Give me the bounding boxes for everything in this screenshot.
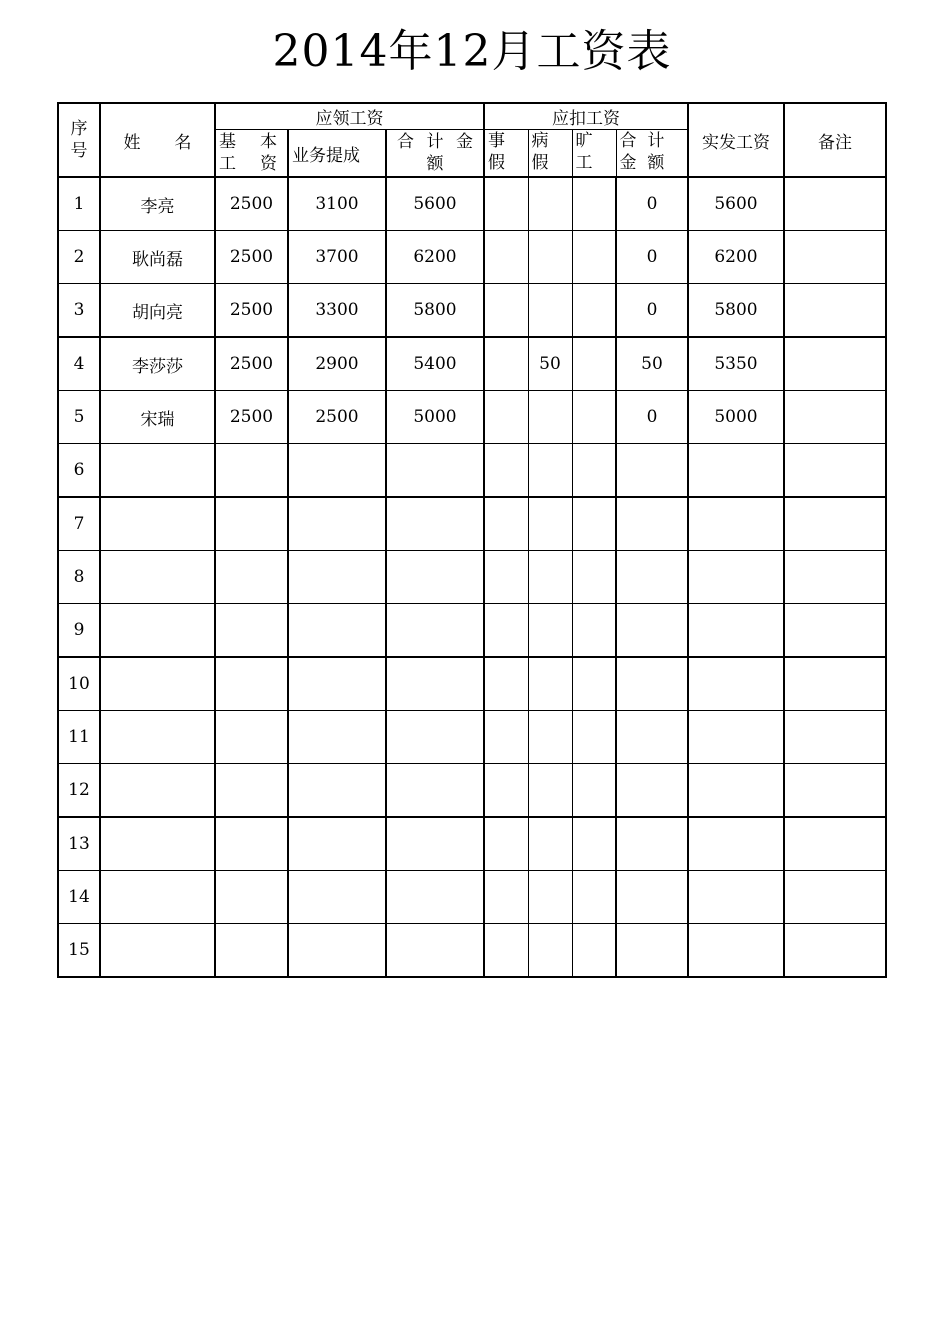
sick-leave-cell <box>528 817 572 871</box>
remark-cell <box>784 444 886 498</box>
header-sick-l1: 病 <box>531 131 549 151</box>
net-pay-cell: 5350 <box>688 337 784 391</box>
table-row <box>58 657 886 711</box>
personal-leave-cell <box>484 657 528 711</box>
name-cell: 胡向亮 <box>100 284 215 338</box>
seq-cell: 3 <box>58 284 100 338</box>
net-pay-cell <box>688 497 784 551</box>
base-salary-cell: 2500 <box>215 391 288 444</box>
base-salary-cell <box>215 817 288 871</box>
name-cell <box>100 497 215 551</box>
personal-leave-cell <box>484 391 528 444</box>
page-title: 2014年12月工资表 <box>272 26 672 77</box>
header-row-1 <box>58 103 886 130</box>
header-base-c4: 资 <box>260 154 277 174</box>
base-salary-cell: 2500 <box>215 177 288 231</box>
header-total-c2: 计 <box>426 132 444 152</box>
deduct-total-cell <box>616 817 688 871</box>
seq-cell: 11 <box>58 711 100 764</box>
header-base-c1: 基 <box>219 132 236 152</box>
net-pay-cell: 5600 <box>688 177 784 231</box>
remark-cell <box>784 391 886 444</box>
seq-cell: 2 <box>58 231 100 284</box>
sick-leave-cell <box>528 231 572 284</box>
personal-leave-cell <box>484 337 528 391</box>
income-total-cell <box>386 764 484 818</box>
absent-cell <box>572 924 616 978</box>
net-pay-cell: 5800 <box>688 284 784 338</box>
absent-cell <box>572 497 616 551</box>
header-commission: 业务提成 <box>288 130 386 178</box>
deduct-total-cell <box>616 871 688 924</box>
absent-cell <box>572 871 616 924</box>
sick-leave-cell <box>528 284 572 338</box>
base-salary-cell <box>215 711 288 764</box>
net-pay-cell <box>688 764 784 818</box>
net-pay-cell <box>688 871 784 924</box>
net-pay-cell <box>688 657 784 711</box>
name-cell <box>100 711 215 764</box>
commission-cell <box>288 604 386 658</box>
deduct-total-cell: 0 <box>616 231 688 284</box>
income-total-cell <box>386 924 484 978</box>
personal-leave-cell <box>484 444 528 498</box>
seq-cell: 8 <box>58 551 100 604</box>
header-group-deduct: 应扣工资 <box>484 103 688 130</box>
net-pay-cell <box>688 817 784 871</box>
table-row <box>58 497 886 551</box>
income-total-cell: 6200 <box>386 231 484 284</box>
commission-cell <box>288 871 386 924</box>
sick-leave-cell: 50 <box>528 337 572 391</box>
sick-leave-cell <box>528 391 572 444</box>
header-name-part1: 姓 <box>123 132 141 153</box>
net-pay-cell <box>688 551 784 604</box>
commission-cell <box>288 657 386 711</box>
base-salary-cell <box>215 604 288 658</box>
absent-cell <box>572 231 616 284</box>
personal-leave-cell <box>484 551 528 604</box>
name-cell <box>100 444 215 498</box>
header-absent <box>572 130 616 178</box>
personal-leave-cell <box>484 497 528 551</box>
sick-leave-cell <box>528 497 572 551</box>
header-sick-l2: 假 <box>531 153 549 173</box>
commission-cell <box>288 764 386 818</box>
base-salary-cell <box>215 657 288 711</box>
header-total <box>386 130 484 178</box>
commission-cell <box>288 497 386 551</box>
sick-leave-cell <box>528 924 572 978</box>
header-dtotal-c1: 合 <box>619 131 637 151</box>
header-absent-l2: 工 <box>575 153 593 173</box>
sick-leave-cell <box>528 764 572 818</box>
net-pay-cell <box>688 444 784 498</box>
table-row <box>58 817 886 871</box>
table-row <box>58 444 886 498</box>
deduct-total-cell: 0 <box>616 391 688 444</box>
income-total-cell: 5600 <box>386 177 484 231</box>
remark-cell <box>784 551 886 604</box>
remark-cell <box>784 817 886 871</box>
net-pay-cell <box>688 924 784 978</box>
deduct-total-cell: 50 <box>616 337 688 391</box>
commission-cell <box>288 551 386 604</box>
remark-cell <box>784 284 886 338</box>
personal-leave-cell <box>484 817 528 871</box>
header-seq-line2: 号 <box>70 141 88 161</box>
table-row <box>58 871 886 924</box>
deduct-total-cell <box>616 924 688 978</box>
name-cell: 耿尚磊 <box>100 231 215 284</box>
header-net: 实发工资 <box>688 103 784 177</box>
personal-leave-cell <box>484 604 528 658</box>
net-pay-cell <box>688 711 784 764</box>
income-total-cell <box>386 604 484 658</box>
sick-leave-cell <box>528 177 572 231</box>
header-total-c4: 额 <box>426 154 444 174</box>
remark-cell <box>784 177 886 231</box>
remark-cell <box>784 871 886 924</box>
absent-cell <box>572 391 616 444</box>
table-row <box>58 284 886 338</box>
base-salary-cell <box>215 444 288 498</box>
seq-cell: 5 <box>58 391 100 444</box>
header-dtotal-c4: 额 <box>647 153 665 173</box>
remark-cell <box>784 657 886 711</box>
header-absent-l1: 旷 <box>575 131 593 151</box>
absent-cell <box>572 177 616 231</box>
absent-cell <box>572 284 616 338</box>
seq-cell: 9 <box>58 604 100 658</box>
income-total-cell: 5000 <box>386 391 484 444</box>
personal-leave-cell <box>484 231 528 284</box>
income-total-cell <box>386 871 484 924</box>
income-total-cell <box>386 711 484 764</box>
sick-leave-cell <box>528 551 572 604</box>
commission-cell <box>288 817 386 871</box>
deduct-total-cell: 0 <box>616 284 688 338</box>
header-deduct-total <box>616 130 688 178</box>
header-group-income: 应领工资 <box>215 103 484 130</box>
deduct-total-cell <box>616 657 688 711</box>
name-cell <box>100 817 215 871</box>
income-total-cell <box>386 444 484 498</box>
absent-cell <box>572 444 616 498</box>
commission-cell: 3300 <box>288 284 386 338</box>
deduct-total-cell <box>616 764 688 818</box>
commission-cell: 2900 <box>288 337 386 391</box>
remark-cell <box>784 924 886 978</box>
seq-cell: 13 <box>58 817 100 871</box>
absent-cell <box>572 764 616 818</box>
personal-leave-cell <box>484 764 528 818</box>
seq-cell: 14 <box>58 871 100 924</box>
sick-leave-cell <box>528 604 572 658</box>
remark-cell <box>784 497 886 551</box>
base-salary-cell <box>215 551 288 604</box>
base-salary-cell: 2500 <box>215 337 288 391</box>
commission-cell: 3100 <box>288 177 386 231</box>
income-total-cell <box>386 497 484 551</box>
header-total-c3: 金 <box>456 132 473 152</box>
absent-cell <box>572 711 616 764</box>
income-total-cell <box>386 817 484 871</box>
name-cell <box>100 764 215 818</box>
seq-cell: 7 <box>58 497 100 551</box>
table-row <box>58 391 886 444</box>
personal-leave-cell <box>484 924 528 978</box>
absent-cell <box>572 657 616 711</box>
base-salary-cell: 2500 <box>215 231 288 284</box>
absent-cell <box>572 817 616 871</box>
table-row <box>58 551 886 604</box>
name-cell <box>100 657 215 711</box>
commission-cell <box>288 924 386 978</box>
name-cell: 李莎莎 <box>100 337 215 391</box>
seq-cell: 15 <box>58 924 100 978</box>
seq-cell: 12 <box>58 764 100 818</box>
header-name <box>100 103 215 177</box>
name-cell <box>100 871 215 924</box>
income-total-cell: 5800 <box>386 284 484 338</box>
absent-cell <box>572 337 616 391</box>
deduct-total-cell <box>616 711 688 764</box>
remark-cell <box>784 604 886 658</box>
net-pay-cell <box>688 604 784 658</box>
personal-leave-cell <box>484 177 528 231</box>
net-pay-cell: 5000 <box>688 391 784 444</box>
personal-leave-cell <box>484 871 528 924</box>
name-cell: 宋瑞 <box>100 391 215 444</box>
income-total-cell: 5400 <box>386 337 484 391</box>
seq-cell: 1 <box>58 177 100 231</box>
header-sick-leave <box>528 130 572 178</box>
header-base <box>215 130 288 178</box>
table-row <box>58 924 886 978</box>
base-salary-cell: 2500 <box>215 284 288 338</box>
name-cell: 李亮 <box>100 177 215 231</box>
remark-cell <box>784 337 886 391</box>
deduct-total-cell <box>616 604 688 658</box>
remark-cell <box>784 764 886 818</box>
table-row <box>58 764 886 818</box>
header-dtotal-c2: 计 <box>647 131 665 151</box>
name-cell <box>100 924 215 978</box>
commission-cell: 2500 <box>288 391 386 444</box>
deduct-total-cell <box>616 444 688 498</box>
deduct-total-cell: 0 <box>616 177 688 231</box>
header-dtotal-c3: 金 <box>619 153 637 173</box>
income-total-cell <box>386 551 484 604</box>
sick-leave-cell <box>528 657 572 711</box>
deduct-total-cell <box>616 551 688 604</box>
base-salary-cell <box>215 764 288 818</box>
name-cell <box>100 604 215 658</box>
header-personal-l1: 事 <box>488 131 505 151</box>
commission-cell <box>288 711 386 764</box>
deduct-total-cell <box>616 497 688 551</box>
table-row <box>58 231 886 284</box>
commission-cell <box>288 444 386 498</box>
remark-cell <box>784 231 886 284</box>
header-seq <box>58 103 100 177</box>
personal-leave-cell <box>484 284 528 338</box>
table-row <box>58 604 886 658</box>
base-salary-cell <box>215 924 288 978</box>
commission-cell: 3700 <box>288 231 386 284</box>
name-cell <box>100 551 215 604</box>
seq-cell: 4 <box>58 337 100 391</box>
header-name-part2: 名 <box>174 132 192 153</box>
sick-leave-cell <box>528 711 572 764</box>
income-total-cell <box>386 657 484 711</box>
sick-leave-cell <box>528 871 572 924</box>
sick-leave-cell <box>528 444 572 498</box>
table-row <box>58 711 886 764</box>
header-remark: 备注 <box>784 103 886 177</box>
header-personal-l2: 假 <box>488 153 505 173</box>
absent-cell <box>572 551 616 604</box>
absent-cell <box>572 604 616 658</box>
header-seq-line1: 序 <box>70 119 88 139</box>
header-total-c1: 合 <box>397 132 414 152</box>
table-row <box>58 177 886 231</box>
personal-leave-cell <box>484 711 528 764</box>
header-base-c3: 工 <box>219 154 236 174</box>
salary-table <box>57 102 887 978</box>
header-base-c2: 本 <box>260 132 277 152</box>
seq-cell: 6 <box>58 444 100 498</box>
table-row <box>58 337 886 391</box>
seq-cell: 10 <box>58 657 100 711</box>
base-salary-cell <box>215 871 288 924</box>
base-salary-cell <box>215 497 288 551</box>
header-personal-leave <box>484 130 528 178</box>
remark-cell <box>784 711 886 764</box>
net-pay-cell: 6200 <box>688 231 784 284</box>
